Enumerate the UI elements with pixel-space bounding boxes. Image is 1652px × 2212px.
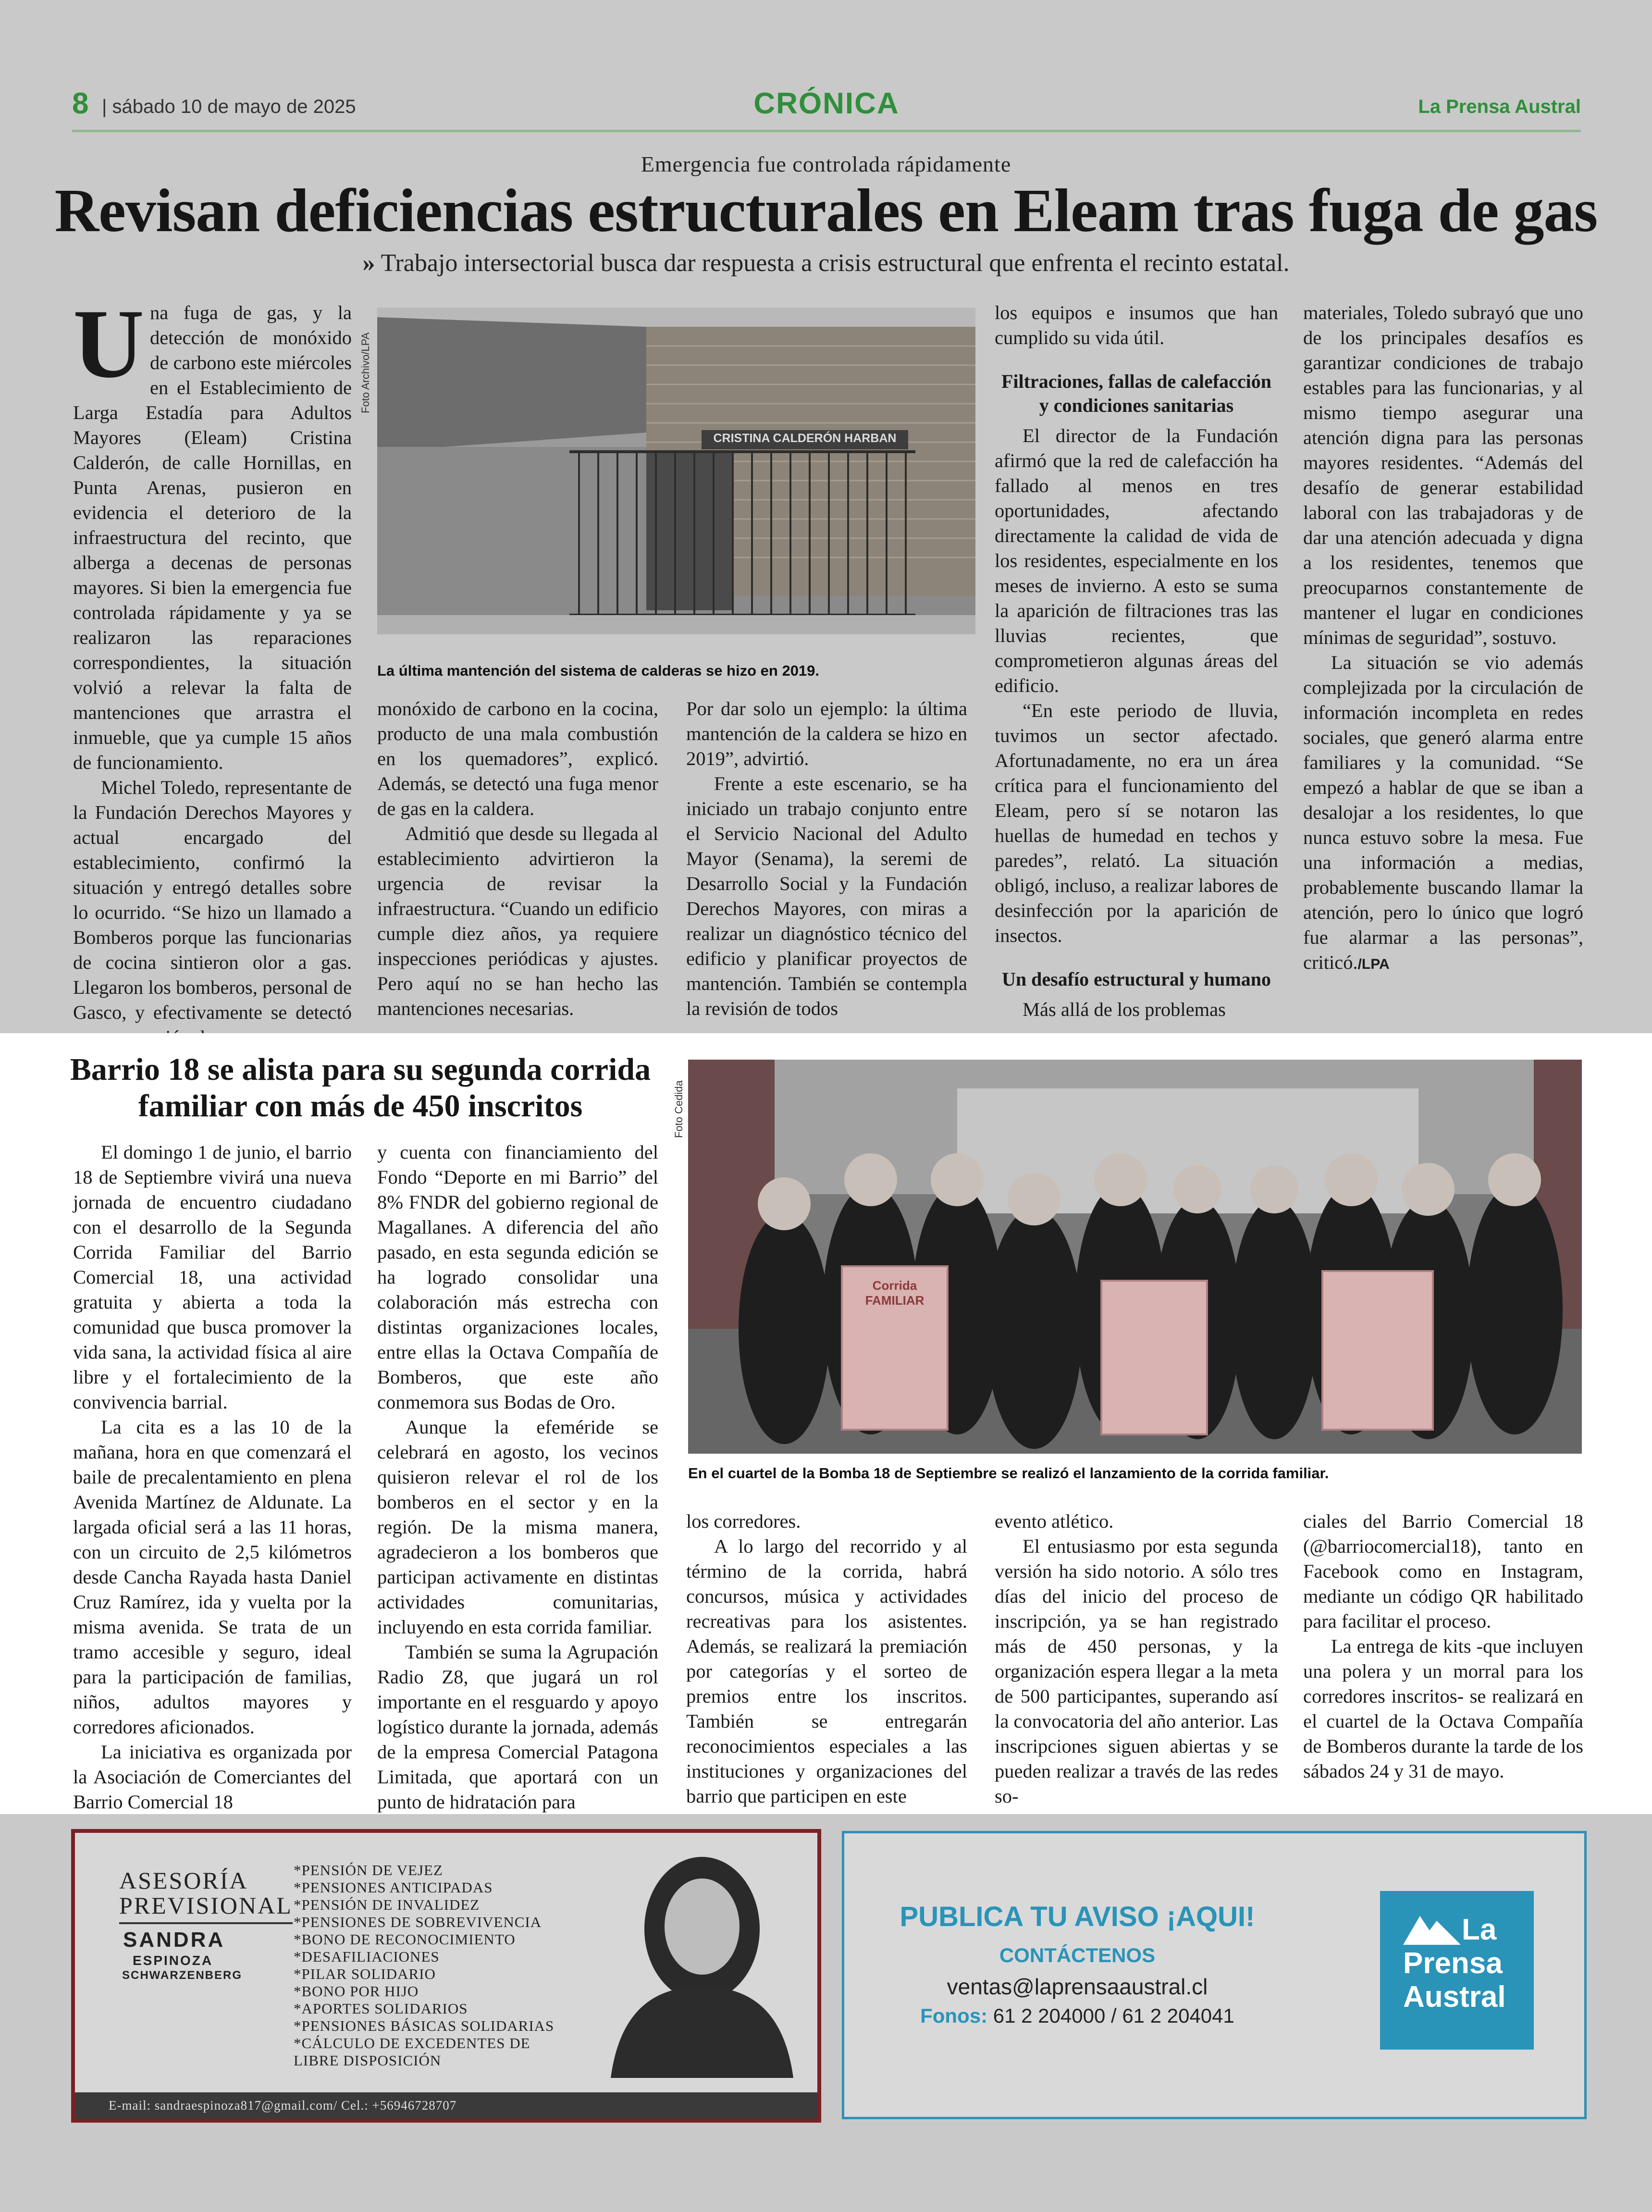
logo-line-1: La (1462, 1913, 1497, 1946)
paragraph: El director de la Fundación afirmó que la red de calefacción ha fallado al menos en tres oportunidades, afectando directamente la calidad de vida de los residentes, especialmente en los meses de invierno. A esto se suma la aparición de filtraciones tras las lluvias recientes, que comprometieron algunas áreas del edificio. (995, 425, 1278, 696)
ad-contact-bar (75, 2092, 817, 2119)
issue-date-text: sábado 10 de mayo de 2025 (112, 96, 356, 117)
contact-email[interactable]: ventas@laprensaaustral.cl (947, 1974, 1208, 1999)
mountain-icon (1403, 1911, 1461, 1945)
service-item: *PENSIÓN DE VEJEZ (294, 1862, 443, 1878)
paragraph: “En este periodo de lluvia, tuvimos un sector afectado. Afortunadamente, no era un área crítica para el funcionamiento del Eleam, pero sí se notaron las huellas de humedad en techos y paredes”, relató. La situación obligó, incluso, a realizar labores de desinfección por la aparición de insectos. (995, 700, 1278, 946)
paragraph-text: La situación se vio además complejizada por la circulación de información incompleta en redes sociales, que generó alarma entre familiares y la comunidad. “Se empezó a hablar de que se iban a desalojar a los residentes, lo que nunca estuvo sobre la mesa. Fue una información a medias, probablemente buscando llamar la atención, pero lo único que logró fue alarmar a las personas”, criticó. (1303, 652, 1583, 973)
second-column-5 (1303, 1509, 1583, 1784)
advisor-first-name: SANDRA (123, 1928, 225, 1952)
second-column-1 (73, 1140, 352, 1815)
paragraph (73, 289, 352, 775)
subhead-text: Trabajo intersectorial busca dar respuesta a crisis estructural que enfrenta el recinto estatal. (381, 249, 1290, 277)
publish-ad-box[interactable] (842, 1831, 1587, 2119)
paragraph: los equipos e insumos que han cumplido su vida útil. (995, 302, 1278, 348)
portrait-illustration (601, 1842, 803, 2078)
service-item: *PENSIONES BÁSICAS SOLIDARIAS (294, 2017, 555, 2034)
services-list (294, 1862, 582, 2069)
photo-caption: En el cuartel de la Bomba 18 de Septiembre se realizó el lanzamiento de la corrida familiar. (688, 1465, 1329, 1482)
subhead-marker: » (362, 249, 375, 277)
ad-contact-text: E-mail: sandraespinoza817@gmail.com/ Cel.: +56946728707 (109, 2098, 457, 2113)
service-item: *PENSIONES ANTICIPADAS (294, 1879, 493, 1896)
paragraph: Admitió que desde su llegada al establecimiento advirtieron la urgencia de revisar la infraestructura. “Cuando un edificio cumple diez años, ya requiere inspecciones periódicas y ajustes. Pero aquí no se han hecho las mantenciones necesarias. (377, 823, 658, 1019)
paragraph: evento atlético. (995, 1510, 1114, 1532)
advisor-last-name-2: SCHWARZENBERG (122, 1969, 243, 1982)
group-photo (688, 1060, 1582, 1454)
advisor-last-name-1: ESPINOZA (133, 1953, 213, 1968)
photo-credit: Foto Archivo/LPA (359, 332, 371, 413)
paragraph: monóxido de carbono en la cocina, producto de una mala combustión en los quemadores”, explicó. Además, se detectó una fuga menor de gas en la caldera. (377, 698, 658, 819)
article-subhead (0, 249, 1652, 277)
article-subtitle: Un desafío estructural y humano (1001, 968, 1271, 990)
paragraph: Por dar solo un ejemplo: la última mantención de la caldera se hizo en 2019”, advirtió. (686, 698, 967, 769)
paragraph: Aunque la efeméride se celebrará en agosto, los vecinos quisieron relevar el rol de los bomberos en el sector y en la región. De la misma manera, agradecieron a los bomberos que participan activamente en distintas actividades comunitarias, incluyendo en esta corrida familiar. (377, 1416, 658, 1638)
paragraph: El entusiasmo por esta segunda versión ha sido notorio. A sólo tres días del inicio del proceso de inscripción, ya se han registrado más de 450 personas, y la organización espera llegar a la meta de 500 participantes, superando así la convocatoria del año anterior. Las inscripciones siguen abiertas y se pueden realizar a través de las redes so- (995, 1535, 1278, 1807)
phones-label: Fonos: (920, 2004, 988, 2027)
logo-line-3: Austral (1403, 1980, 1506, 2014)
photo-caption: La última mantención del sistema de calderas se hizo en 2019. (377, 662, 820, 679)
service-item: *BONO DE RECONOCIMIENTO (294, 1931, 516, 1948)
publish-headline: PUBLICA TU AVISO ¡AQUI! (900, 1901, 1255, 1932)
paragraph: ciales del Barrio Comercial 18 (@barriocomercial18), tanto en Facebook como en Instagram, mediante un código QR habilitado para facilitar el proceso. (1303, 1510, 1583, 1632)
service-item: *PILAR SOLIDARIO (294, 1965, 436, 1982)
service-item: *PENSIÓN DE INVALIDEZ (294, 1896, 480, 1913)
paragraph: La iniciativa es organizada por la Asociación de Comerciantes del Barrio Comercial 18 (73, 1741, 352, 1813)
page-header (72, 82, 1581, 132)
service-item: *BONO POR HIJO (294, 1983, 419, 2000)
signature: /LPA (1357, 956, 1390, 972)
ad-title-line-2: PREVISIONAL (119, 1891, 293, 1924)
phones-text: 61 2 204000 / 61 2 204041 (993, 2004, 1234, 2027)
contact-phones (888, 2004, 1267, 2027)
pension-advisory-ad[interactable] (71, 1829, 821, 2123)
masthead-brand: La Prensa Austral (1418, 96, 1581, 117)
paragraph: La cita es a las 10 de la mañana, hora en que comenzará el baile de precalentamiento en plena Avenida Martínez de Aldunate. La largada oficial será a las 11 horas, con un circuito de 2,5 kilómetros desde Cancha Rayada hasta Daniel Cruz Ramírez, ida y vuelta por la misma avenida. Se trata de un tramo accesible y seguro, ideal para la participación de familias, niños, adultos mayores y corredores aficionados. (73, 1416, 352, 1738)
advisor-portrait (601, 1842, 803, 2078)
paragraph-text: na fuga de gas, y la detección de monóxido de carbono este miércoles en el Establecimiento de Larga Estadía para Adultos Mayores (Eleam) Cristina Calderón, de calle Hornillas, en Punta Arenas, pusieron en evidencia el deterioro de la infraestructura del recinto, que alberga a decenas de personas mayores. Si bien la emergencia fue controlada rápidamente y ya se realizaron las reparaciones correspondientes, la situación volvió a relevar la falta de mantenciones que arrastra el inmueble, que ya cumple 15 años de funcionamiento. (73, 302, 352, 773)
paragraph: Frente a este escenario, se ha iniciado un trabajo conjunto entre el Servicio Nacional del Adulto Mayor (Senama), la seremi de Desarrollo Social y la Fundación Derechos Mayores, con miras a realizar un diagnóstico técnico del edificio y planificar proyectos de mantención. También se contempla la revisión de todos (686, 773, 967, 1019)
main-column-4 (995, 300, 1278, 1022)
main-column-1 (73, 289, 352, 1050)
article-headline: Revisan deficiencias estructurales en Eleam tras fuga de gas (54, 176, 1598, 245)
paragraph: El domingo 1 de junio, el barrio 18 de Septiembre vivirá una nueva jornada de encuentro ciudadano con el desarrollo de la Segunda Corrida Familiar del Barrio Comercial 18, una actividad gratuita y abierta a toda la comunidad que busca promover la vida sana, la actividad física al aire libre y el fortalecimiento de la convivencia barrial. (73, 1141, 352, 1413)
paragraph: y cuenta con financiamiento del Fondo “Deporte en mi Barrio” del 8% FNDR del gobierno regional de Magallanes. A diferencia del año pasado, en esta segunda edición se ha logrado consolidar una colaboración más estrecha con distintas organizaciones locales, entre ellas la Octava Compañía de Bomberos, que este año conmemora sus Bodas de Oro. (377, 1141, 658, 1413)
group-illustration (688, 1060, 1582, 1454)
article-kicker: Emergencia fue controlada rápidamente (641, 152, 1011, 176)
paragraph: También se suma la Agrupación Radio Z8, que jugará un rol importante en el resguardo y apoyo logístico durante la jornada, además de la empresa Comercial Patagona Limitada, que aportará con un punto de hidratación para (377, 1641, 658, 1813)
article-subtitle: Filtraciones, fallas de calefacción y condiciones sanitarias (1001, 371, 1272, 416)
page-number: 8 (72, 87, 89, 120)
service-item: *DESAFILIACIONES (294, 1948, 440, 1965)
second-column-4 (995, 1509, 1278, 1809)
la-prensa-austral-logo (1380, 1891, 1534, 2050)
building-sign: CRISTINA CALDERÓN HARBAN (713, 432, 897, 445)
ad-title-line-1: ASESORÍA (119, 1867, 248, 1894)
contact-label: CONTÁCTENOS (999, 1944, 1156, 1966)
service-item: *PENSIONES DE SOBREVIVENCIA (294, 1914, 542, 1930)
paragraph: A lo largo del recorrido y al término de la corrida, habrá concursos, música y actividades recreativas para los asistentes. Además, se realizará la premiación por categorías y el sorteo de premios entre los inscritos. También se entregarán reconocimientos especiales a las instituciones y organizaciones del barrio que participen en este (686, 1535, 967, 1807)
main-column-3 (686, 696, 967, 1021)
main-column-5 (1303, 300, 1583, 977)
building-photo (377, 308, 975, 634)
paragraph: Más allá de los problemas (1023, 999, 1226, 1020)
paragraph: La entrega de kits -que incluyen una polera y un morral para los corredores inscritos- se realizará en el cuartel de la Octava Compañía de Bomberos durante la tarde de los sábados 24 y 31 de mayo. (1303, 1635, 1583, 1782)
service-item: *CÁLCULO DE EXCEDENTES DE LIBRE DISPOSICIÓN (294, 2035, 530, 2069)
logo-line-2: Prensa (1403, 1947, 1503, 1980)
building-illustration (377, 308, 975, 634)
second-column-3 (686, 1509, 967, 1809)
second-article-headline: Barrio 18 se alista para su segunda corrida familiar con más de 450 inscritos (70, 1052, 651, 1124)
section-title: CRÓNICA (753, 87, 900, 120)
second-column-2 (377, 1140, 658, 1815)
main-column-2 (377, 696, 658, 1021)
poster-text: Corrida FAMILIAR (865, 1278, 925, 1308)
paragraph: los corredores. (686, 1510, 801, 1532)
drop-cap: U (73, 289, 145, 398)
paragraph: materiales, Toledo subrayó que uno de los principales desafíos es garantizar condiciones de trabajo estables para las funcionarias, y al mismo tiempo asegurar una atención digna para las personas mayores residentes. “Además del desafío de generar estabilidad laboral con las trabajadoras y de dar una atención adecuada y digna a los residentes, tenemos que preocuparnos constantemente de mantener el lugar en condiciones mínimas de seguridad”, sostuvo. (1303, 302, 1583, 648)
issue-date: | sábado 10 de mayo de 2025 (102, 96, 356, 117)
paragraph (1303, 650, 1583, 977)
paragraph: Michel Toledo, representante de la Fundación Derechos Mayores y actual encargado del establecimiento, confirmó la situación y entregó detalles sobre lo ocurrido. “Se hizo un llamado a Bomberos porque las funcionarias de cocina sintieron olor a gas. Llegaron los bomberos, personal de Gasco, y efectivamente se detectó (73, 777, 352, 1023)
photo-credit: Foto Cedida (673, 1080, 685, 1138)
service-item: *APORTES SOLIDARIOS (294, 2000, 468, 2017)
